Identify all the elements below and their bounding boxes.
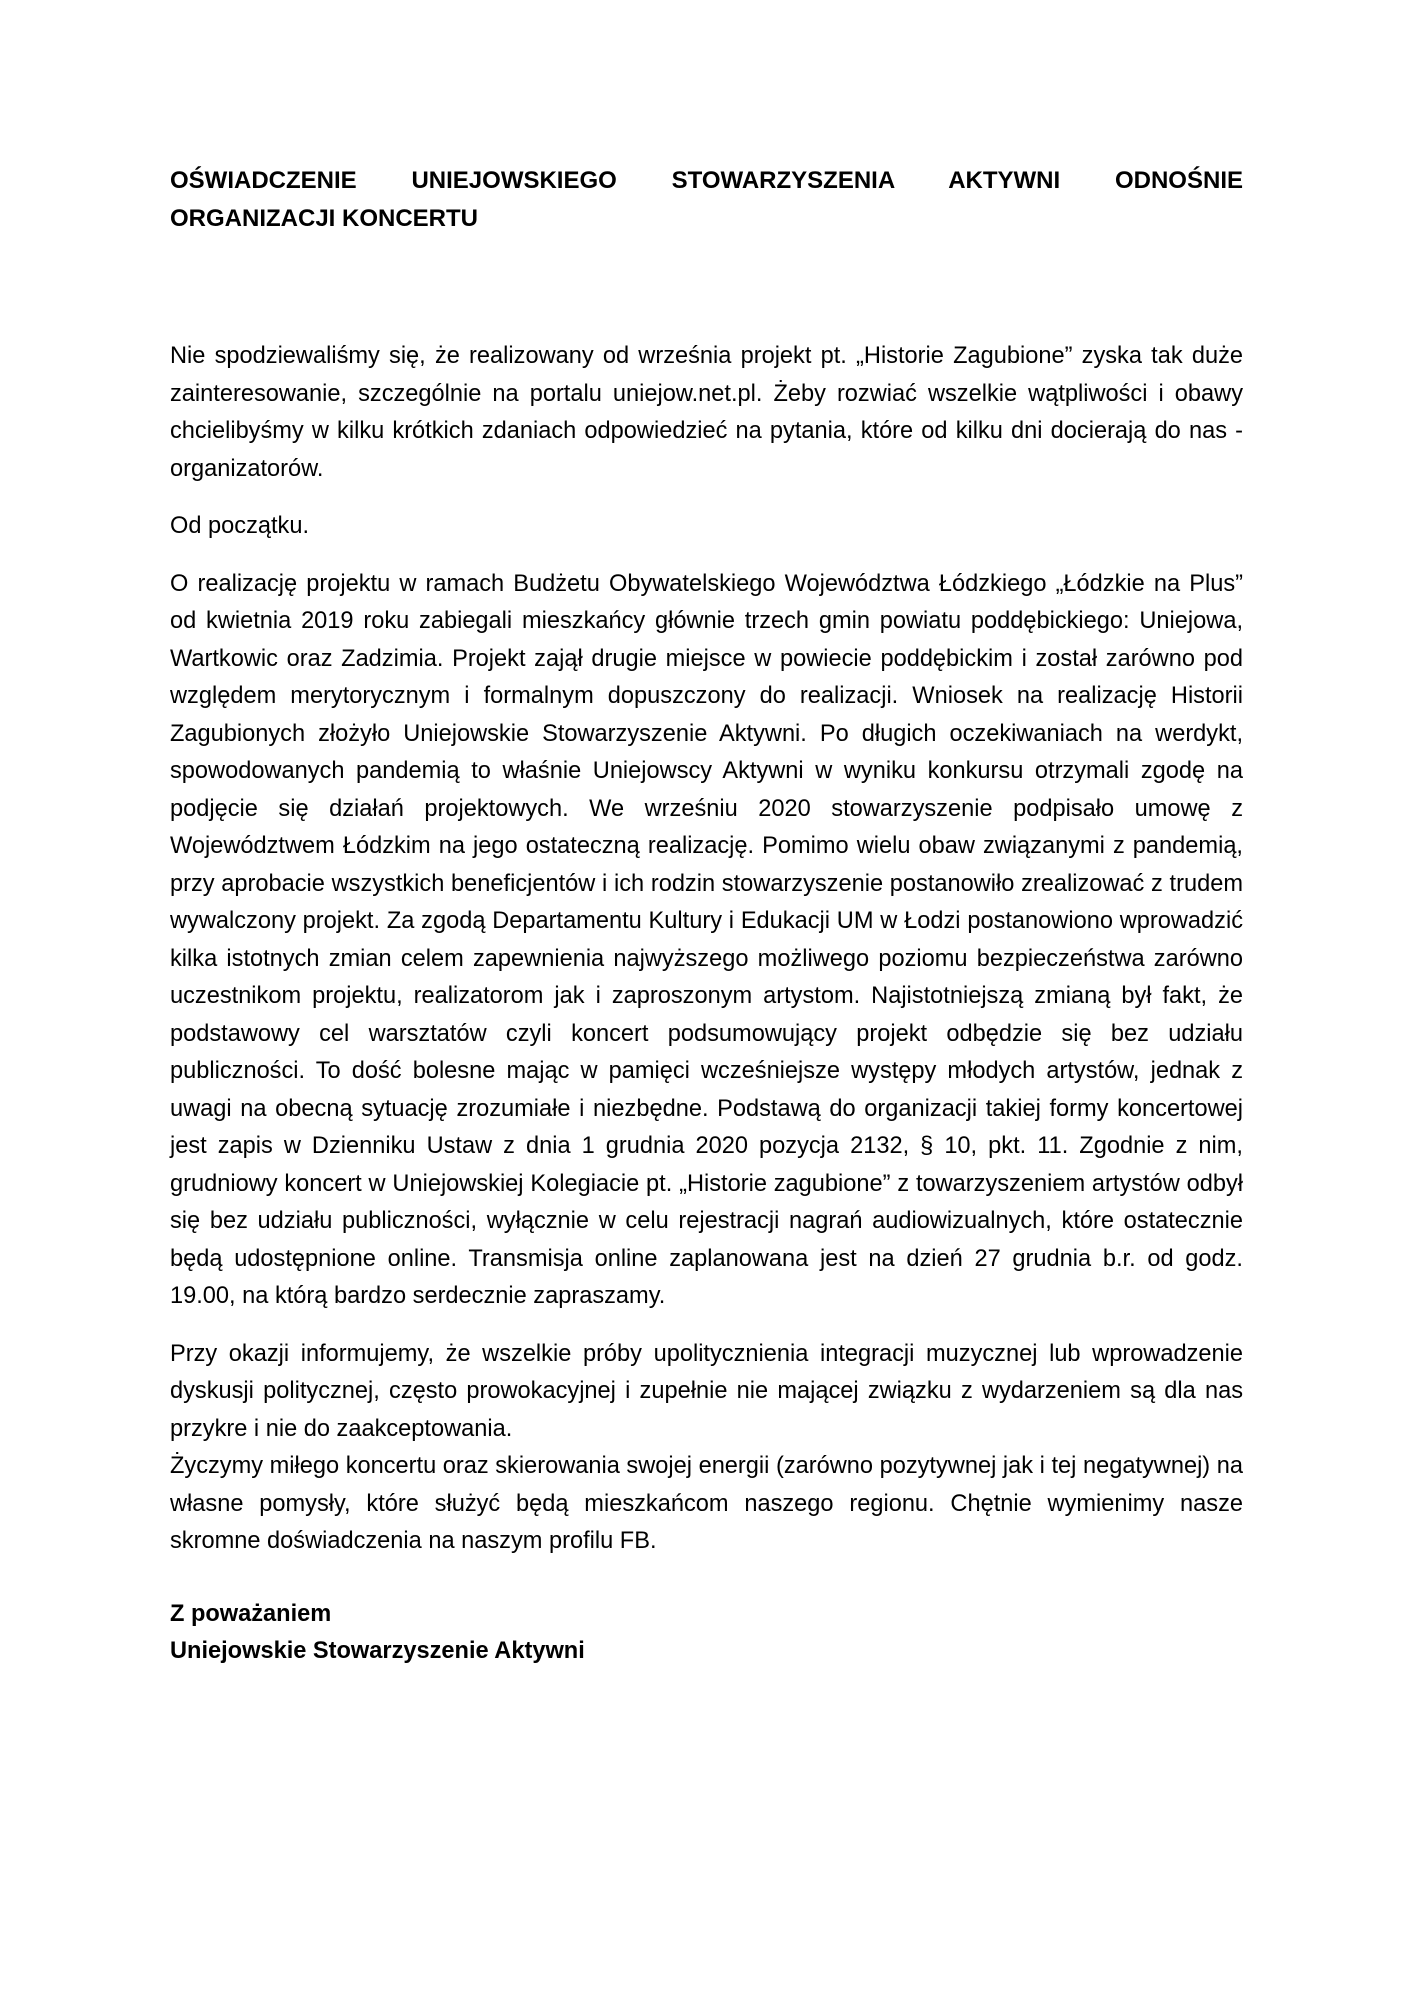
closing-wishes-paragraph: Życzymy miłego koncertu oraz skierowania swojej energii (zarówno pozytywnej jak i tej negatywnej) na własne pomysły, które służyć będą mieszkańcom naszego regionu. Chętnie wymienimy nasze skromne doświadczenia na naszym profilu FB. [170, 1453, 1243, 1554]
signature-block [170, 1596, 1243, 1671]
project-history-paragraph: O realizację projektu w ramach Budżetu Obywatelskiego Województwa Łódzkiego „Łódzkie na Plus” od kwietnia 2019 roku zabiegali mieszkańcy głównie trzech gmin powiatu poddębickiego: Uniejowa, Wartkowic oraz Zadzimia. Projekt zajął drugie miejsce w powiecie poddębickim i został zarówno pod względem merytorycznym i formalnym dopuszczony do realizacji. Wniosek na realizację Historii Zagubionych złożyło Uniejowskie Stowarzyszenie Aktywni. Po długich oczekiwaniach na werdykt, spowodowanych pandemią to właśnie Uniejowscy Aktywni w wyniku konkursu otrzymali zgodę na podjęcie się działań projektowych. We wrześniu 2020 stowarzyszenie podpisało umowę z Województwem Łódzkim na jego ostateczną realizację. Pomimo wielu obaw związanymi z pandemią, przy aprobacie wszystkich beneficjentów i ich rodzin stowarzyszenie postanowiło zrealizować z trudem wywalczony projekt. Za zgodą Departamentu Kultury i Edukacji UM w Łodzi postanowiono wprowadzić kilka istotnych zmian celem zapewnienia najwyższego możliwego poziomu bezpieczeństwa zarówno uczestnikom projektu, realizatorom jak i zaproszonym artystom. Najistotniejszą zmianą był fakt, że podstawowy cel warsztatów czyli koncert podsumowujący projekt odbędzie się bez udziału publiczności. To dość bolesne mając w pamięci wcześniejsze występy młodych artystów, jednak z uwagi na obecną sytuację zrozumiałe i niezbędne. Podstawą do organizacji takiej formy koncertowej jest zapis w Dzienniku Ustaw z dnia 1 grudnia 2020 pozycja 2132, § 10, pkt. 11. Zgodnie z nim, grudniowy koncert w Uniejowskiej Kolegiacie pt. „Historie zagubione” z towarzyszeniem artystów odbył się bez udziału publiczności, wyłącznie w celu rejestracji nagrań audiowizualnych, które ostatecznie będą udostępnione online. Transmisja online zaplanowana jest na dzień 27 grudnia b.r. od godz. 19.00, na którą bardzo serdecznie zapraszamy. [170, 570, 1243, 1309]
document-body [170, 162, 1243, 1671]
from-beginning-paragraph: Od początku. [170, 513, 310, 539]
title-line-1: OŚWIADCZENIE UNIEJOWSKIEGO STOWARZYSZENIA AKTYWNI ODNOŚNIE [170, 167, 1243, 194]
title-line-2: ORGANIZACJI KONCERTU [170, 205, 479, 232]
intro-paragraph: Nie spodziewaliśmy się, że realizowany od września projekt pt. „Historie Zagubione” zyska tak duże zainteresowanie, szczególnie na portalu uniejow.net.pl. Żeby rozwiać wszelkie wątpliwości i obawy chcielibyśmy w kilku krótkich zdaniach odpowiedzieć na pytania, które od kilku dni docierają do nas - organizatorów. [170, 343, 1243, 482]
document-title [170, 162, 1243, 238]
signature-organization: Uniejowskie Stowarzyszenie Aktywni [170, 1638, 585, 1664]
signature-closing: Z poważaniem [170, 1600, 332, 1627]
politics-statement-paragraph: Przy okazji informujemy, że wszelkie próby upolitycznienia integracji muzycznej lub wprowadzenie dyskusji politycznej, często prowokacyjnej i zupełnie nie mającej związku z wydarzeniem są dla nas przykre i nie do zaakceptowania. [170, 1340, 1243, 1442]
